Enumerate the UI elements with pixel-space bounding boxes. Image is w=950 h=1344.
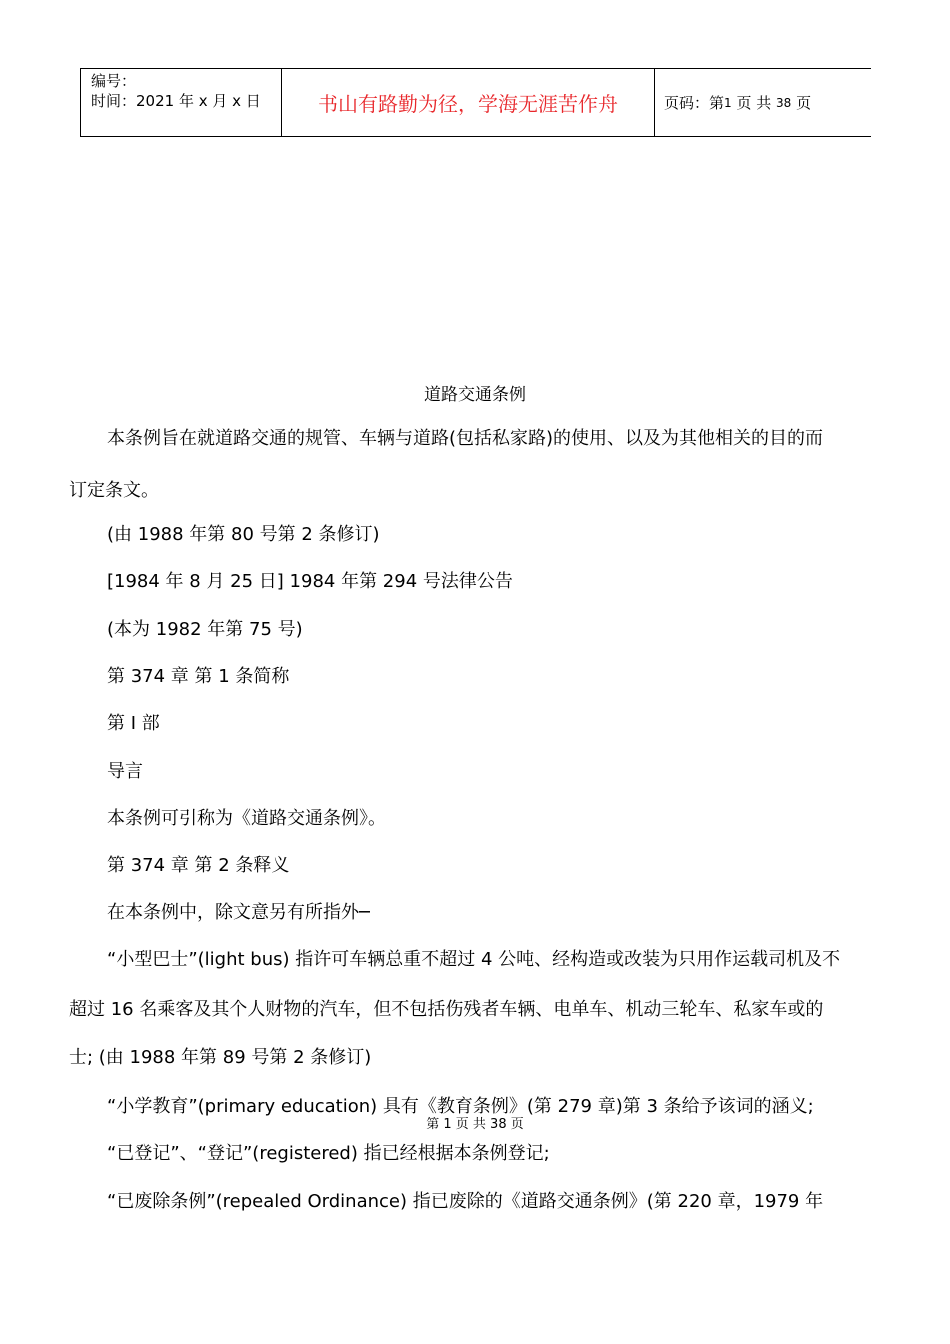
section-heading-1: 第 374 章 第 1 条简称 — [107, 666, 290, 687]
paragraph-legal-notice: [1984 年 8 月 25 日] 1984 年第 294 号法律公告 — [107, 571, 513, 592]
header-info-cell — [81, 69, 282, 136]
header-motto-cell — [282, 69, 655, 136]
header-table — [80, 68, 871, 137]
part-heading: 第 I 部 — [107, 713, 160, 734]
document-title: 道路交通条例 — [424, 385, 526, 405]
paragraph-original-number: (本为 1982 年第 75 号) — [107, 619, 303, 640]
paragraph-short-title: 本条例可引称为《道路交通条例》。 — [107, 808, 386, 829]
page-mid: 页 共 — [736, 94, 772, 112]
paragraph-preamble-line-1: 本条例旨在就道路交通的规管、车辆与道路(包括私家路)的使用、以及为其他相关的目的而 — [107, 428, 824, 449]
serial-number-label: 编号： — [91, 72, 137, 90]
time-label: 时间：2021 年 x 月 x 日 — [91, 92, 261, 110]
part-title: 导言 — [107, 761, 143, 782]
definition-light-bus-line-3: 士; (由 1988 年第 89 号第 2 条修订) — [69, 1047, 372, 1068]
page-number: 1 — [724, 95, 732, 110]
definition-registered: “已登记”、“登记”(registered) 指已经根据本条例登记; — [107, 1143, 550, 1164]
page-prefix: 页码：第 — [664, 94, 725, 112]
paragraph-amendment-note: (由 1988 年第 80 号第 2 条修订) — [107, 524, 380, 545]
header-page-cell — [655, 69, 871, 136]
section-heading-2: 第 374 章 第 2 条释义 — [107, 855, 290, 876]
page-footer: 第 1 页 共 38 页 — [426, 1117, 524, 1132]
definition-light-bus-line-2: 超过 16 名乘客及其个人财物的汽车，但不包括伤残者车辆、电单车、机动三轮车、私家车或的 — [69, 999, 824, 1020]
motto-text: 书山有路勤为径，学海无涯苦作舟 — [318, 92, 618, 116]
definition-primary-education: “小学教育”(primary education) 具有《教育条例》(第 279 章)第 3 条给予该词的涵义; — [107, 1096, 814, 1117]
definition-repealed-ordinance: “已废除条例”(repealed Ordinance) 指已废除的《道路交通条例》(第 220 章，1979 年 — [107, 1191, 824, 1212]
page-suffix: 页 — [796, 94, 812, 112]
paragraph-interpretation-intro: 在本条例中，除文意另有所指外─ — [107, 902, 370, 923]
page-total: 38 — [776, 95, 792, 110]
definition-light-bus-line-1: “小型巴士”(light bus) 指许可车辆总重不超过 4 公吨、经构造或改装为只用作运载司机及不 — [107, 949, 841, 970]
paragraph-preamble-line-2: 订定条文。 — [69, 480, 159, 501]
